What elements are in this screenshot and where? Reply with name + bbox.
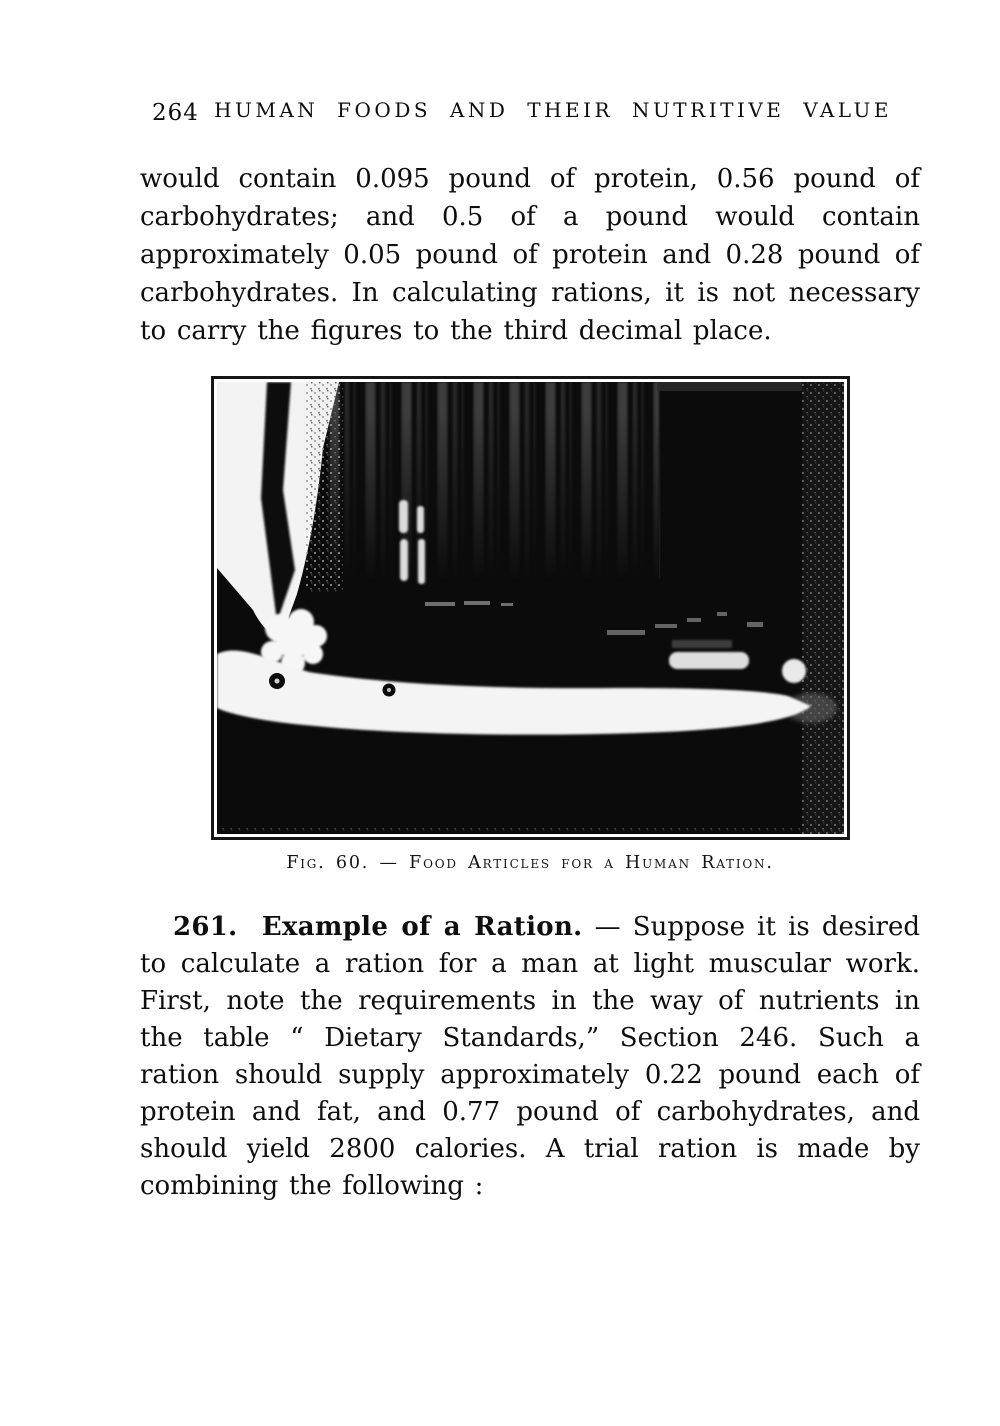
running-header-title: HUMAN FOODS AND THEIR NUTRITIVE VALUE (214, 98, 892, 122)
page-number: 264 (152, 100, 199, 126)
paragraph-example-of-a-ration (140, 909, 920, 1205)
bottom-grain (217, 826, 844, 831)
figure-60 (140, 376, 920, 873)
right-edge-grain (802, 382, 844, 834)
paragraph-ration-decimals: would contain 0.095 pound of protein, 0.56 pound of carbohydrates; and 0.5 of a pound would contain approximately 0.05 pound of protein and 0.28 pound of carbohydrates. In calculating rations, it is not necessary to carry the figures to the third decimal place. (140, 164, 920, 346)
section-lead: Example of a Ration. (261, 912, 583, 942)
figure-photo (217, 382, 844, 834)
running-header (140, 98, 920, 128)
section-body: — Suppose it is desired to calculate a ration for a man at light muscular work. First, note the requirements in the way of nutrients in the table “ Dietary Standards,” Section 246. Such a ration should supply approximately 0.22 pound each of protein and fat, and 0.77 pound of carbohydrates, and should yield 2800 calories. A trial ration is made by combining the following : (140, 912, 921, 1201)
section-number: 261. (173, 912, 238, 942)
figure-caption: Fig. 60. — Food Articles for a Human Ration. (286, 853, 774, 873)
figure-photo-frame (211, 376, 850, 840)
food-articles-photo-illustration (217, 382, 844, 834)
